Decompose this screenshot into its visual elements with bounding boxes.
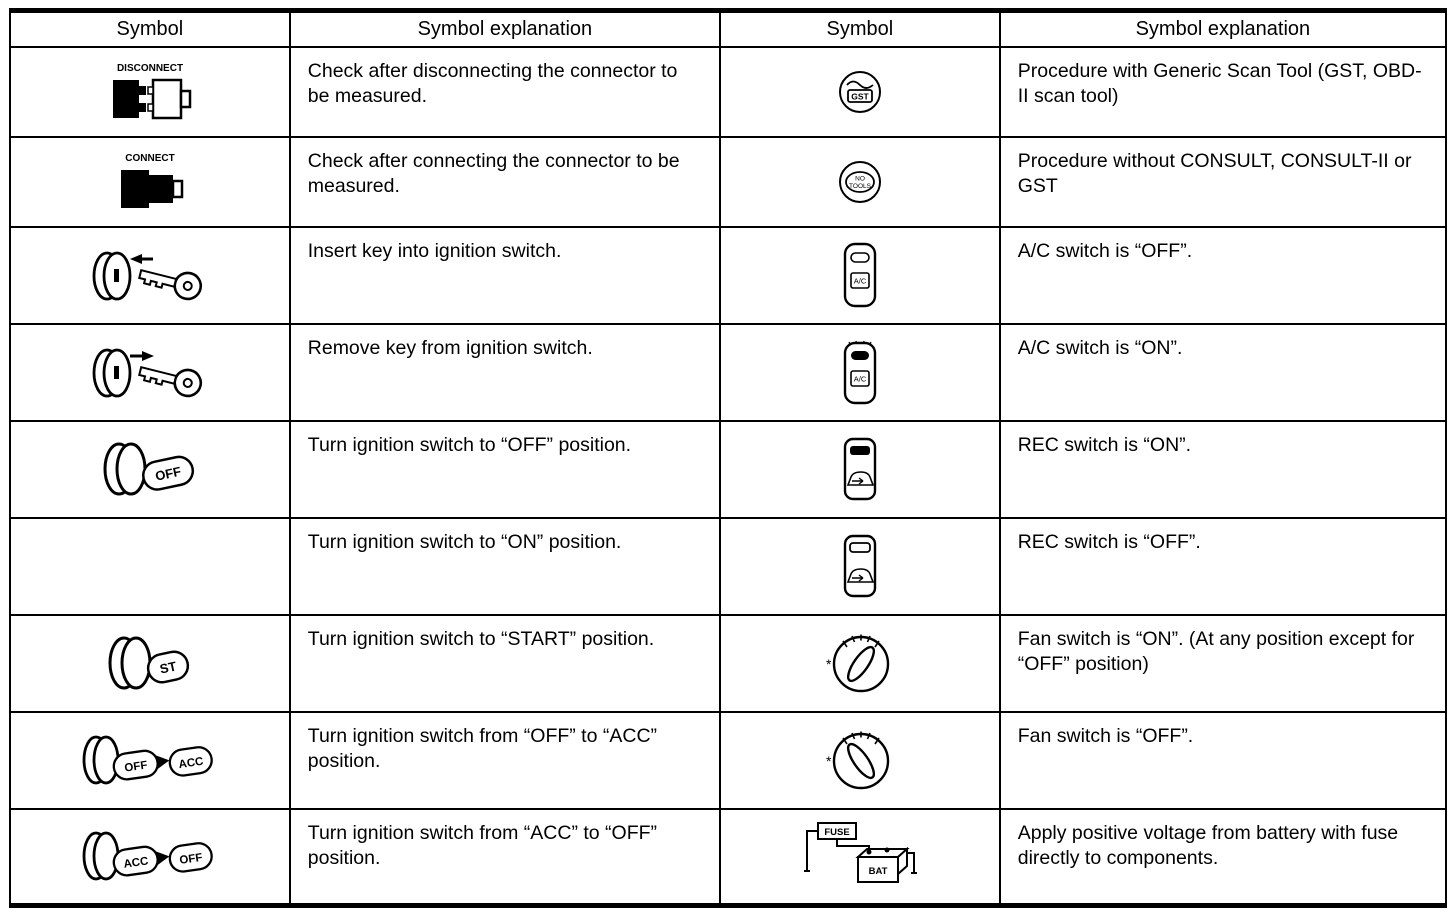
svg-text:BAT: BAT — [868, 866, 888, 878]
explanation-text: Procedure with Generic Scan Tool (GST, OBD-II scan tool) — [1017, 59, 1422, 108]
explanation-cell — [1000, 47, 1446, 137]
symbol-cell-empty — [10, 518, 290, 615]
explanation-cell — [1000, 137, 1446, 227]
svg-text:*: * — [825, 753, 832, 769]
connect-connector-icon — [85, 150, 215, 214]
svg-text:A/C: A/C — [853, 374, 867, 384]
explanation-text: Procedure without CONSULT, CONSULT-II or GST — [1017, 149, 1412, 198]
no-tools-icon — [837, 159, 883, 205]
explanation-cell — [290, 615, 720, 712]
explanation-cell — [290, 809, 720, 906]
header-explanation-left: Symbol explanation — [290, 11, 720, 47]
page — [9, 8, 1447, 908]
symbol-cell — [720, 137, 1000, 227]
symbol-cell — [10, 615, 290, 712]
rec-switch-off-icon — [836, 531, 884, 601]
remove-key-icon — [80, 335, 220, 409]
explanation-cell — [290, 137, 720, 227]
explanation-cell — [290, 227, 720, 324]
table-row — [10, 809, 1446, 906]
explanation-text: Turn ignition switch from “ACC” to “OFF” position. — [307, 821, 658, 870]
svg-text:FUSE: FUSE — [824, 827, 850, 839]
symbol-cell — [10, 47, 290, 137]
explanation-cell — [1000, 615, 1446, 712]
svg-text:ACC: ACC — [122, 855, 150, 871]
explanation-text: Fan switch is “OFF”. — [1017, 724, 1194, 747]
explanation-text: Check after connecting the connector to be measured. — [307, 149, 680, 198]
svg-text:ACC: ACC — [177, 755, 205, 772]
symbol-cell — [720, 712, 1000, 809]
svg-text:A/C: A/C — [853, 276, 867, 286]
symbol-table — [9, 8, 1447, 908]
explanation-text: REC switch is “OFF”. — [1017, 530, 1201, 553]
ac-switch-on-icon — [836, 337, 884, 407]
symbol-cell — [720, 47, 1000, 137]
explanation-text: Fan switch is “ON”. (At any position except for “OFF” position) — [1017, 627, 1415, 676]
header-row — [10, 11, 1446, 47]
fuse-battery-icon — [794, 817, 926, 895]
symbol-cell — [720, 324, 1000, 421]
explanation-cell — [1000, 421, 1446, 518]
svg-text:CONNECT: CONNECT — [125, 152, 175, 164]
symbol-cell — [10, 712, 290, 809]
insert-key-icon — [80, 238, 220, 312]
table-row — [10, 421, 1446, 518]
explanation-text: Apply positive voltage from battery with fuse directly to components. — [1017, 821, 1399, 870]
explanation-text: Turn ignition switch to “START” position. — [307, 627, 655, 650]
explanation-text: A/C switch is “ON”. — [1017, 336, 1183, 359]
table-row — [10, 227, 1446, 324]
svg-text:GST: GST — [851, 91, 869, 101]
header-symbol-left: Symbol — [10, 11, 290, 47]
disconnect-connector-icon — [85, 60, 215, 124]
explanation-text: Turn ignition switch to “ON” position. — [307, 530, 622, 553]
explanation-cell — [1000, 712, 1446, 809]
explanation-cell — [290, 518, 720, 615]
svg-text:NO: NO — [854, 175, 865, 182]
explanation-cell — [290, 47, 720, 137]
ignition-start-icon — [92, 626, 207, 700]
header-explanation-right: Symbol explanation — [1000, 11, 1446, 47]
svg-text:OFF: OFF — [123, 759, 149, 775]
ignition-off-icon — [87, 432, 212, 506]
table-row — [10, 518, 1446, 615]
explanation-cell — [290, 324, 720, 421]
svg-text:OFF: OFF — [154, 463, 183, 484]
svg-text:*: * — [825, 656, 832, 672]
fan-switch-on-icon — [823, 626, 897, 700]
explanation-text: A/C switch is “OFF”. — [1017, 239, 1193, 262]
symbol-cell — [10, 227, 290, 324]
symbol-cell — [10, 809, 290, 906]
symbol-cell — [720, 227, 1000, 324]
table-row — [10, 324, 1446, 421]
svg-text:ST: ST — [158, 658, 179, 677]
explanation-cell — [290, 421, 720, 518]
explanation-cell — [1000, 809, 1446, 906]
explanation-text: Remove key from ignition switch. — [307, 336, 593, 359]
explanation-cell — [1000, 518, 1446, 615]
rec-switch-on-icon — [836, 434, 884, 504]
fan-switch-off-icon — [823, 723, 897, 797]
symbol-cell — [10, 421, 290, 518]
explanation-text: Turn ignition switch to “OFF” position. — [307, 433, 632, 456]
ac-switch-off-icon — [836, 240, 884, 310]
symbol-cell — [10, 137, 290, 227]
gst-icon — [837, 69, 883, 115]
symbol-cell — [720, 421, 1000, 518]
table-row — [10, 712, 1446, 809]
svg-text:DISCONNECT: DISCONNECT — [116, 62, 183, 74]
symbol-cell — [720, 518, 1000, 615]
explanation-cell — [1000, 227, 1446, 324]
table-row — [10, 47, 1446, 137]
explanation-text: REC switch is “ON”. — [1017, 433, 1192, 456]
explanation-text: Check after disconnecting the connector to be measured. — [307, 59, 678, 108]
symbol-cell — [10, 324, 290, 421]
symbol-cell — [720, 615, 1000, 712]
explanation-cell — [1000, 324, 1446, 421]
svg-text:TOOLS: TOOLS — [848, 182, 871, 190]
svg-text:OFF: OFF — [178, 852, 204, 868]
ignition-off-to-acc-icon — [70, 723, 230, 797]
symbol-cell — [720, 809, 1000, 906]
header-symbol-right: Symbol — [720, 11, 1000, 47]
table-row — [10, 137, 1446, 227]
ignition-acc-to-off-icon — [70, 819, 230, 893]
explanation-cell — [290, 712, 720, 809]
explanation-text: Insert key into ignition switch. — [307, 239, 562, 262]
explanation-text: Turn ignition switch from “OFF” to “ACC” position. — [307, 724, 658, 773]
table-row — [10, 615, 1446, 712]
